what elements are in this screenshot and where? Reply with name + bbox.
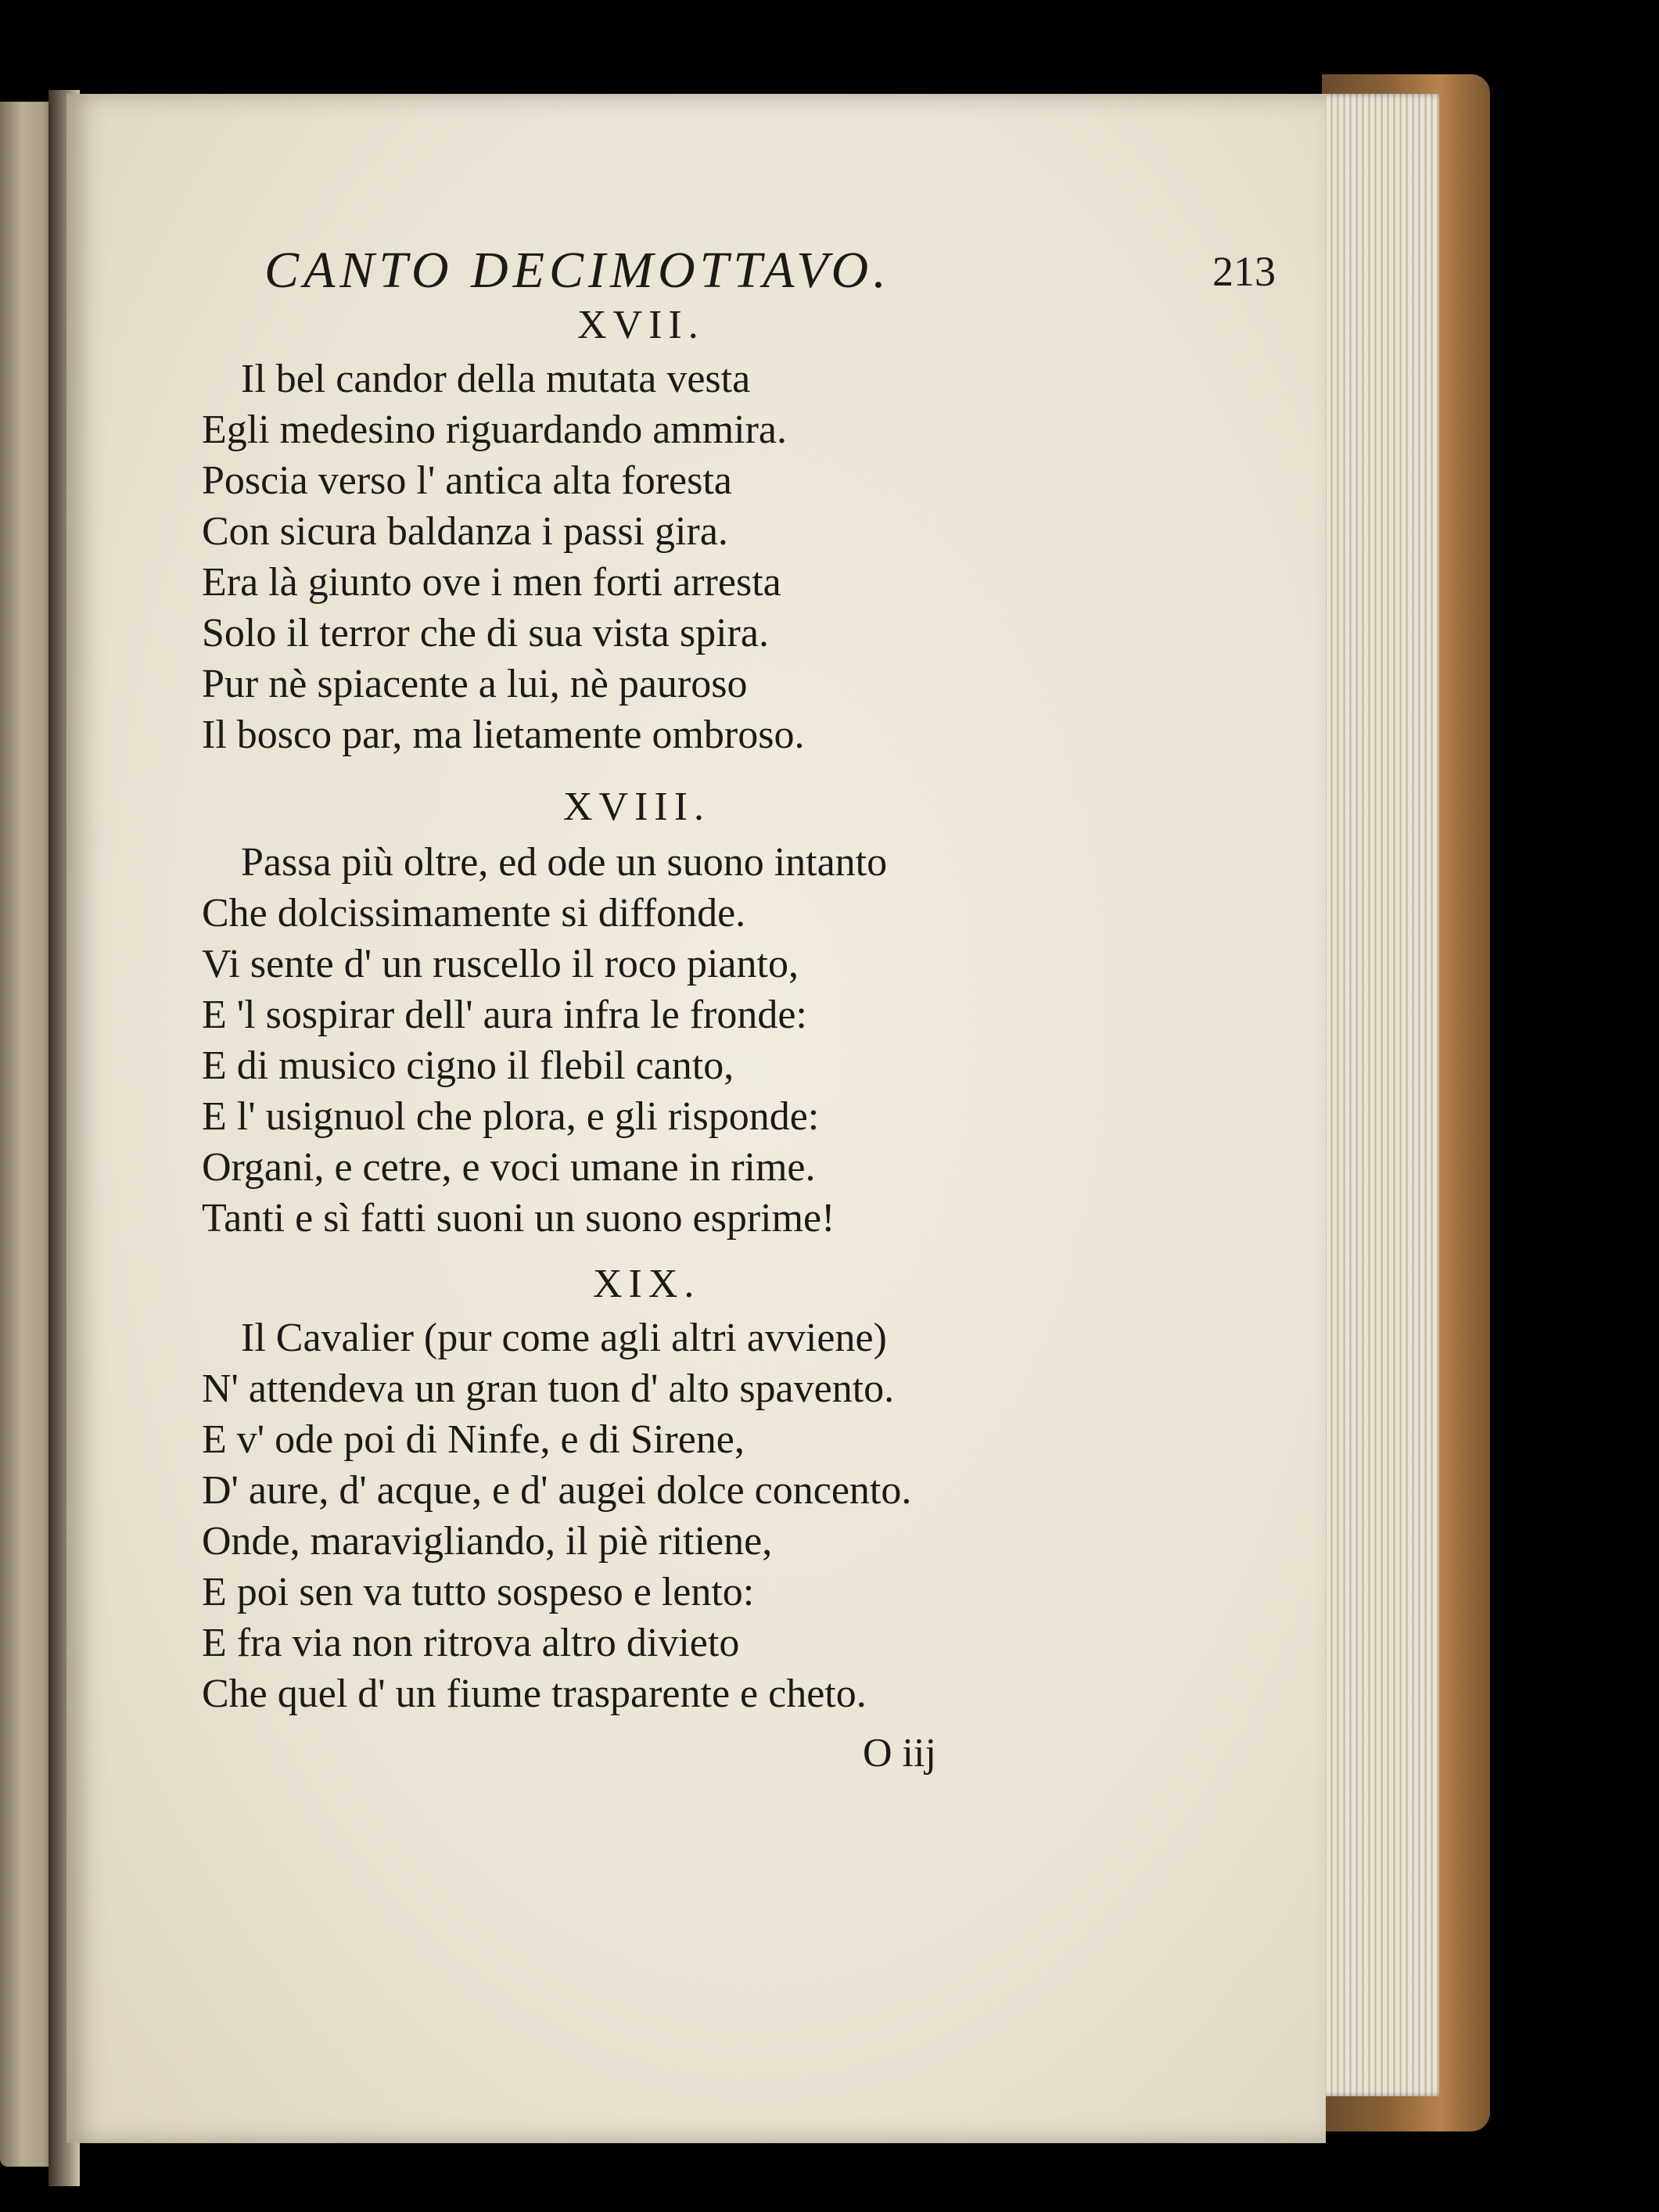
verse-line: E 'l sospirar dell' aura infra le fronde: [202, 993, 807, 1037]
verse-line: Il bosco par, ma lietamente ombroso. [202, 713, 805, 757]
stanza-verse [202, 354, 804, 760]
verse-line: Egli medesino riguardando ammira. [202, 408, 788, 452]
verse-line: Tanti e sì fatti suoni un suono esprime! [202, 1196, 835, 1241]
verse-line: Che quel d' un fiume trasparente e cheto. [202, 1672, 867, 1716]
stanza-number: XVIII. [563, 785, 711, 829]
verse-line: Solo il terror che di sua vista spira. [202, 611, 769, 655]
stanza-verse [202, 1312, 911, 1719]
verse-line: Con sicura baldanza i passi gira. [202, 509, 728, 554]
verse-line: Organi, e cetre, e voci umane in rime. [202, 1145, 816, 1190]
verse-line: D' aure, d' acque, e d' augei dolce concento. [202, 1468, 912, 1513]
verse-line: Il bel candor della mutata vesta [241, 357, 751, 401]
verse-line: Passa più oltre, ed ode un suono intanto [241, 840, 888, 885]
verse-line: E l' usignuol che plora, e gli risponde: [202, 1094, 820, 1139]
verse-line: E v' ode poi di Ninfe, e di Sirene, [202, 1417, 745, 1462]
stanza-number: XIX. [593, 1262, 701, 1306]
verse-line: E di musico cigno il flebil canto, [202, 1043, 734, 1088]
verse-line: Pur nè spiacente a lui, nè pauroso [202, 662, 748, 706]
stanza-verse [202, 837, 887, 1244]
verse-line: Onde, maravigliando, il piè ritiene, [202, 1519, 773, 1564]
page-edges [1314, 94, 1439, 2096]
stanza-number: XVII. [577, 303, 705, 347]
verse-line: Il Cavalier (pur come agli altri avviene) [241, 1316, 887, 1360]
verse-line: E poi sen va tutto sospeso e lento: [202, 1570, 755, 1614]
running-head: CANTO DECIMOTTAVO. [264, 242, 891, 299]
verse-line: Era là giunto ove i men forti arresta [202, 560, 781, 605]
verse-line: N' attendeva un gran tuon d' alto spavento. [202, 1366, 895, 1411]
verse-line: E fra via non ritrova altro divieto [202, 1621, 740, 1665]
page-number: 213 [1212, 248, 1276, 295]
verse-line: Che dolcissimamente si diffonde. [202, 891, 746, 935]
facing-page-edge [0, 102, 55, 2167]
verse-line: Vi sente d' un ruscello il roco pianto, [202, 942, 799, 986]
verse-line: Poscia verso l' antica alta foresta [202, 458, 732, 503]
signature-mark: O iij [863, 1731, 936, 1776]
